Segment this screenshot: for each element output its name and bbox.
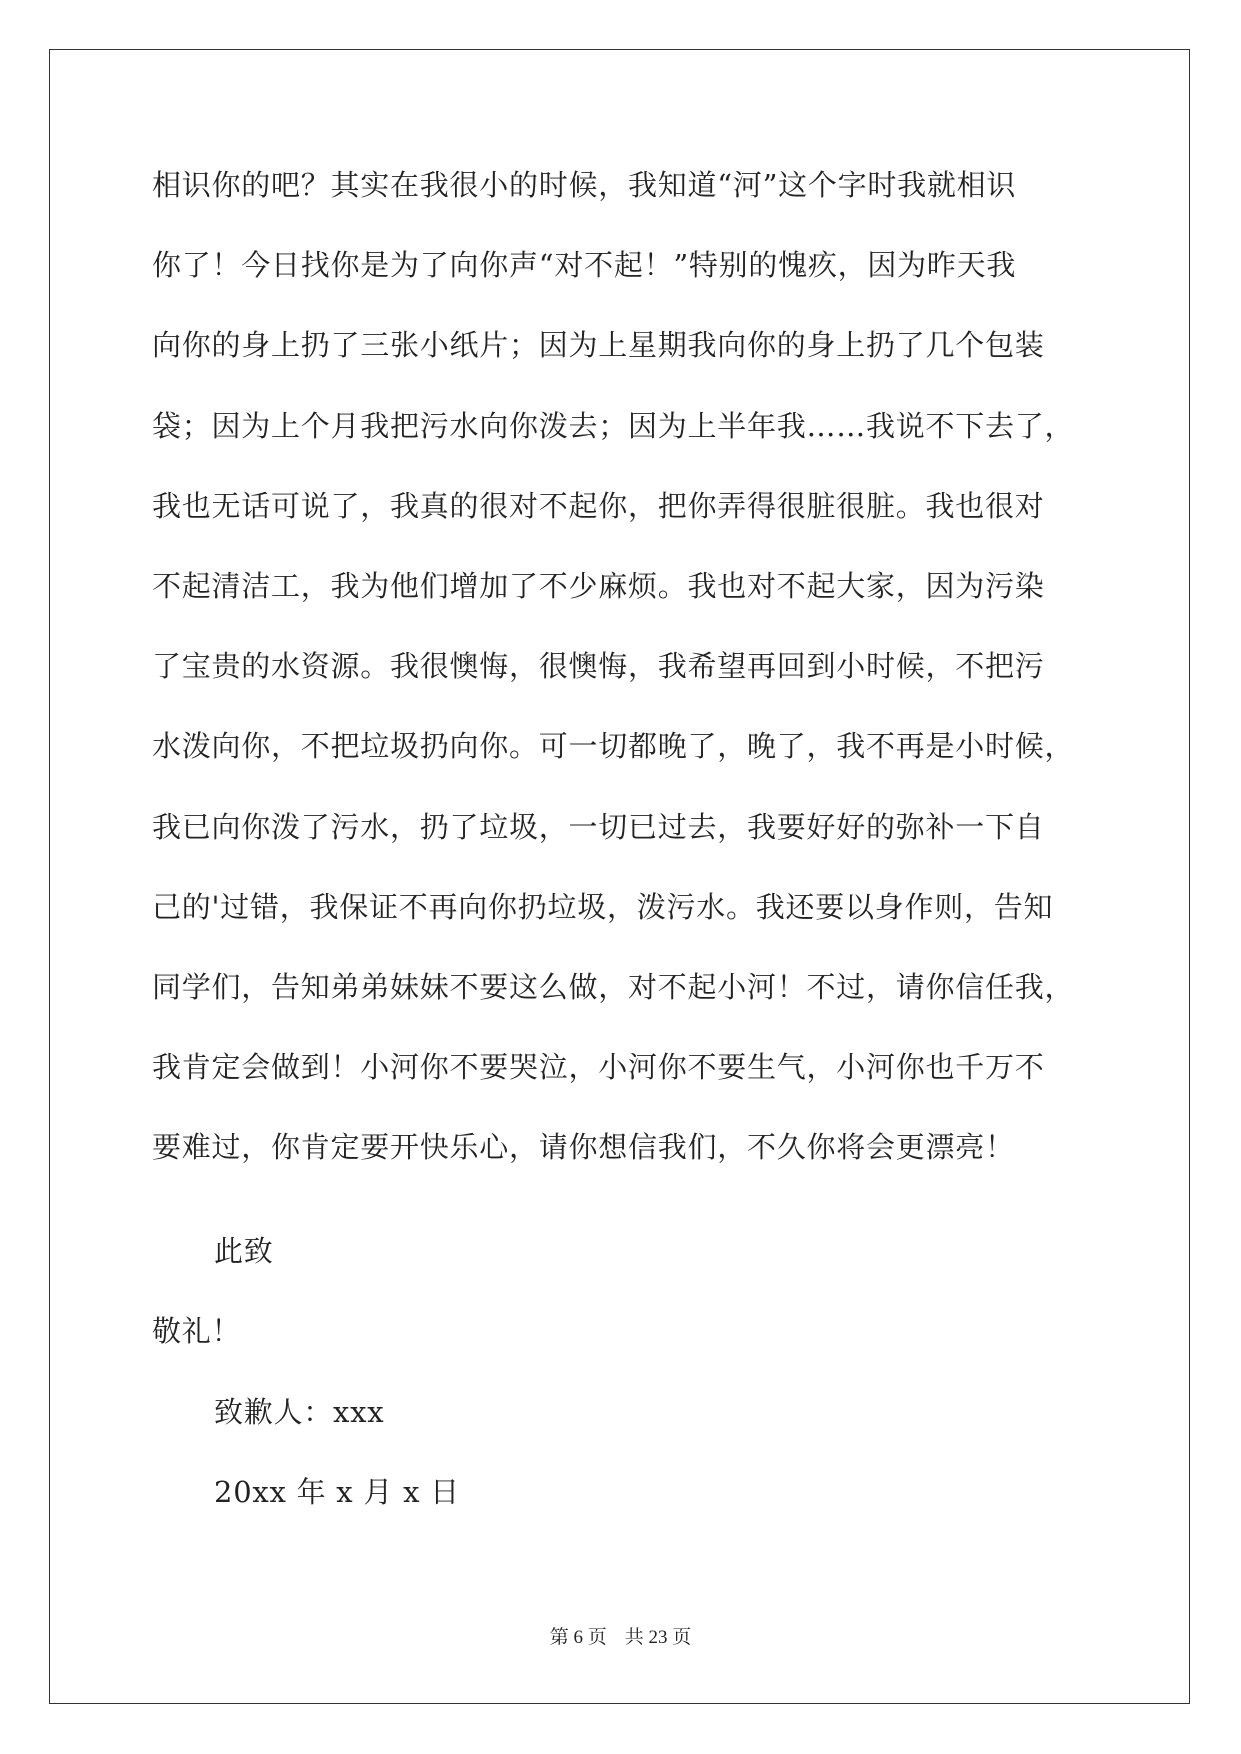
body-line: 我肯定会做到！小河你不要哭泣，小河你不要生气，小河你也千万不 bbox=[152, 1050, 1045, 1085]
body-line: 同学们，告知弟弟妹妹不要这么做，对不起小河！不过，请你信任我， bbox=[152, 969, 1075, 1004]
body-line: 我也无话可说了，我真的很对不起你，把你弄得很脏很脏。我也很对 bbox=[152, 488, 1045, 523]
body-line: 不起清洁工，我为他们增加了不少麻烦。我也对不起大家，因为污染 bbox=[152, 568, 1045, 603]
page-footer bbox=[0, 1628, 1241, 1648]
body-line: 袋；因为上个月我把污水向你泼去；因为上半年我……我说不下去了， bbox=[152, 408, 1075, 443]
letter-body bbox=[152, 170, 1092, 1212]
body-line: 水泼向你，不把垃圾扔向你。可一切都晚了，晚了，我不再是小时候， bbox=[152, 729, 1075, 764]
body-line: 你了！今日找你是为了向你声“对不起！”特别的愧疚，因为昨天我 bbox=[152, 248, 1017, 283]
closing-salutation: 此致 bbox=[214, 1234, 274, 1268]
body-line: 向你的身上扔了三张小纸片；因为上星期我向你的身上扔了几个包装 bbox=[152, 328, 1045, 363]
body-line: 了宝贵的水资源。我很懊悔，很懊悔，我希望再回到小时候，不把污 bbox=[152, 649, 1045, 684]
page-total: 共 23 页 bbox=[624, 1627, 692, 1648]
signer-line: 致歉人：xxx bbox=[214, 1395, 385, 1429]
date-line: 20xx 年 x 月 x 日 bbox=[214, 1475, 460, 1509]
closing-regards: 敬礼！ bbox=[152, 1314, 242, 1348]
body-line: 我已向你泼了污水，扔了垃圾，一切已过去，我要好好的弥补一下自 bbox=[152, 809, 1045, 844]
body-line: 己的'过错，我保证不再向你扔垃圾，泼污水。我还要以身作则，告知 bbox=[152, 889, 1054, 924]
body-line: 要难过，你肯定要开快乐心，请你想信我们，不久你将会更漂亮！ bbox=[152, 1130, 1015, 1165]
body-line: 相识你的吧？其实在我很小的时候，我知道“河”这个字时我就相识 bbox=[152, 168, 1017, 202]
page-number: 第 6 页 bbox=[549, 1627, 607, 1648]
